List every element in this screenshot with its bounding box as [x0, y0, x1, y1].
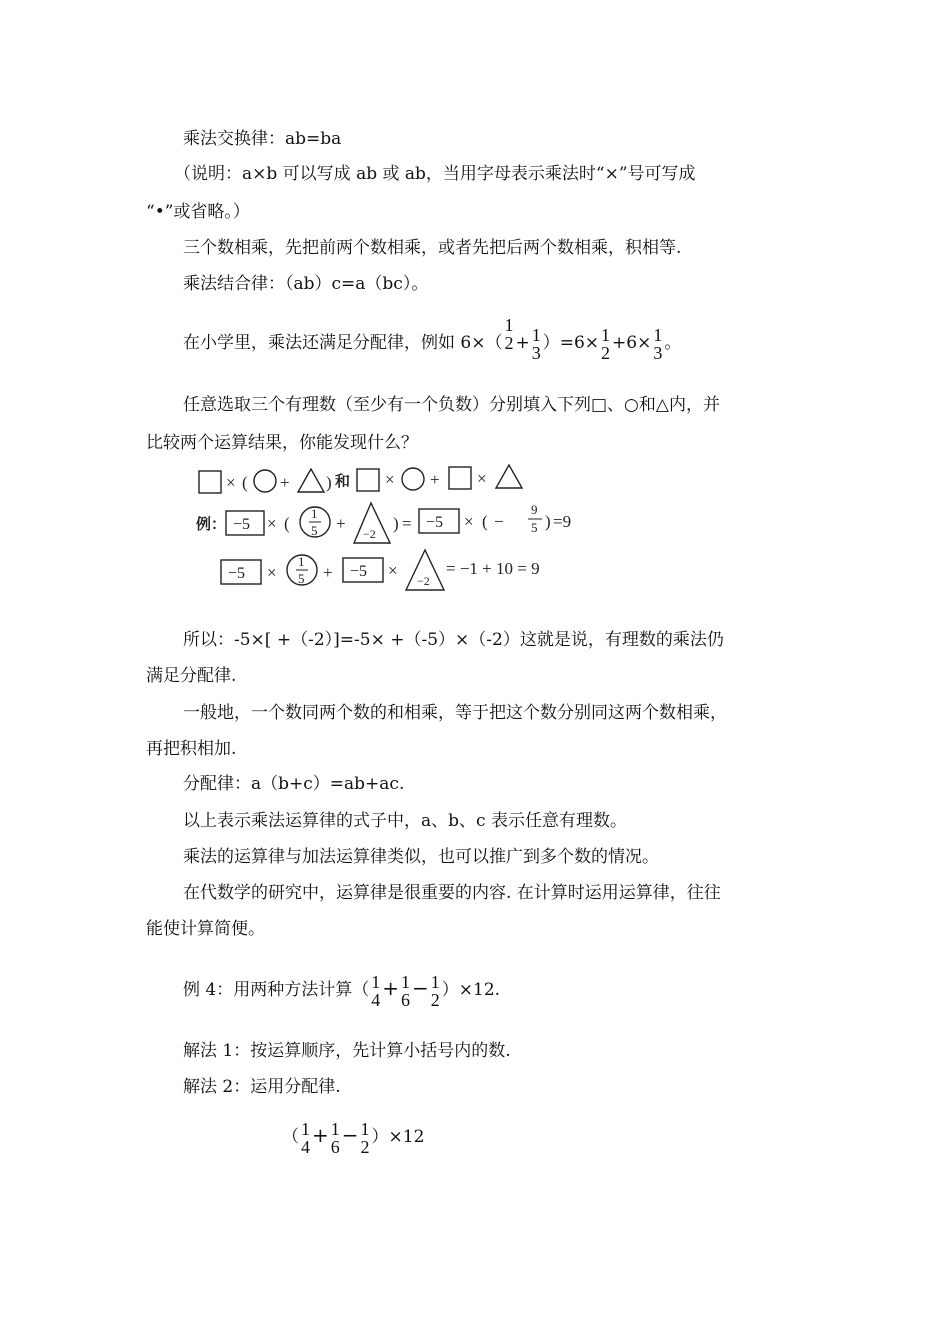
line-extend: 乘法的运算律与加法运算律类似，也可以推广到多个数的情况。: [183, 847, 659, 867]
paren: ): [326, 473, 332, 492]
line-general: 一般地，一个数同两个数的和相乘，等于把这个数分别同这两个数相乘，: [183, 703, 727, 723]
fraction-quarter: 1 4: [301, 1118, 310, 1157]
fraction-third: 1 3: [531, 324, 541, 363]
plus-sign: +: [280, 473, 290, 492]
times-sign: ×: [477, 469, 487, 488]
paren: (: [242, 473, 248, 492]
line-algebra-cont: 能使计算简便。: [146, 919, 265, 939]
line-explanation: （说明：a×b 可以写成 ab 或 ab，当用字母表示乘法时“×”号可写成: [174, 164, 696, 184]
value-neg2: −2: [417, 574, 430, 588]
line-arbitrary: 以上表示乘法运算律的式子中，a、b、c 表示任意有理数。: [183, 811, 627, 831]
plus-sign: +: [430, 470, 440, 489]
line-conclusion: 所以：-5×[ +（-2）]=-5× +（-5）×（-2）这就是说，有理数的乘法仍: [183, 630, 724, 650]
times-sign: ×: [385, 470, 395, 489]
line-multiplication-commutative: 乘法交换律：ab=ba: [183, 129, 342, 149]
text: +: [515, 333, 530, 353]
text: ）×12.: [441, 980, 501, 1000]
frac-num: 1: [311, 506, 318, 521]
fraction-third: 1 3: [653, 324, 663, 363]
times-sign: ×: [267, 563, 277, 582]
text: +: [382, 976, 399, 1000]
text: 。: [664, 333, 682, 353]
result: =9: [553, 512, 572, 531]
fraction-half: 1 2: [504, 314, 514, 353]
plus-sign: +: [323, 563, 333, 582]
triangle-shape: [298, 469, 324, 492]
times-sign: ×: [267, 514, 277, 533]
equals-sign: =: [402, 514, 412, 533]
frac-num: 9: [531, 502, 538, 517]
square-shape: [357, 469, 379, 491]
square-shape: [199, 471, 221, 493]
value-neg5: −5: [228, 565, 246, 582]
line-explanation-cont: “•”或省略。）: [146, 202, 250, 222]
value-neg5: −5: [426, 514, 444, 531]
circle-shape: [254, 470, 276, 492]
result: = −1 + 10 = 9: [446, 559, 540, 578]
fraction-quarter: 1 4: [371, 971, 381, 1010]
frac-num: 1: [298, 554, 305, 569]
plus-sign: +: [336, 514, 346, 533]
text: 例 4：用两种方法计算（: [183, 980, 370, 1000]
example-label: 例：: [196, 517, 227, 533]
line-task: 任意选取三个有理数（至少有一个负数）分别填入下列□、○和△内，并: [183, 395, 720, 415]
line-solution1: 解法 1：按运算顺序，先计算小括号内的数.: [183, 1041, 511, 1061]
value-neg5: −5: [233, 516, 251, 533]
fraction-sixth: 1 6: [330, 1118, 340, 1157]
line-conclusion-cont: 满足分配律.: [146, 666, 237, 686]
and-label: 和: [335, 474, 351, 490]
fraction-half: 1 2: [601, 324, 611, 363]
fraction-sixth: 1 6: [401, 971, 410, 1010]
text: +: [312, 1123, 329, 1147]
fraction-half: 1 2: [430, 971, 440, 1010]
frac-den: 5: [298, 571, 305, 586]
line-solution2: 解法 2：运用分配律.: [183, 1077, 341, 1097]
line-expression: [282, 1110, 424, 1162]
text: +6×: [612, 333, 652, 353]
distributive-diagram: [0, 0, 950, 600]
times-sign: ×: [388, 561, 398, 580]
text: −: [412, 976, 429, 1000]
text: ）×12: [371, 1127, 425, 1147]
frac-den: 5: [531, 520, 538, 535]
paren: (: [482, 512, 488, 531]
text: −: [341, 1123, 359, 1147]
paren: ): [393, 514, 399, 533]
line-three-numbers: 三个数相乘，先把前两个数相乘，或者先把后两个数相乘，积相等.: [183, 238, 682, 258]
circle-shape: [402, 468, 424, 490]
frac-den: 5: [311, 523, 318, 538]
triangle-shape: [496, 465, 522, 488]
line-distributive-law: 分配律：a（b+c）=ab+ac.: [183, 774, 405, 794]
line-example4: [183, 963, 500, 1015]
value-neg2: −2: [363, 527, 376, 541]
line-task-cont: 比较两个运算结果，你能发现什么？: [146, 433, 418, 453]
text: 在小学里，乘法还满足分配律，例如 6×（: [183, 333, 503, 353]
line-general-cont: 再把积相加.: [146, 739, 237, 759]
times-sign: ×: [464, 512, 474, 531]
times-sign: ×: [226, 473, 236, 492]
minus-sign: −: [494, 512, 504, 531]
text: （: [282, 1127, 299, 1147]
value-neg5: −5: [350, 563, 368, 580]
square-shape: [449, 467, 471, 489]
line-multiplication-associative: 乘法结合律：（ab）c=a（bc）。: [183, 274, 429, 294]
line-algebra: 在代数学的研究中，运算律是很重要的内容. 在计算时运用运算律，往往: [183, 883, 721, 903]
paren: (: [284, 514, 290, 533]
fraction-half: 1 2: [360, 1118, 370, 1157]
paren: ): [545, 512, 551, 531]
text: ）=6×: [542, 333, 600, 353]
